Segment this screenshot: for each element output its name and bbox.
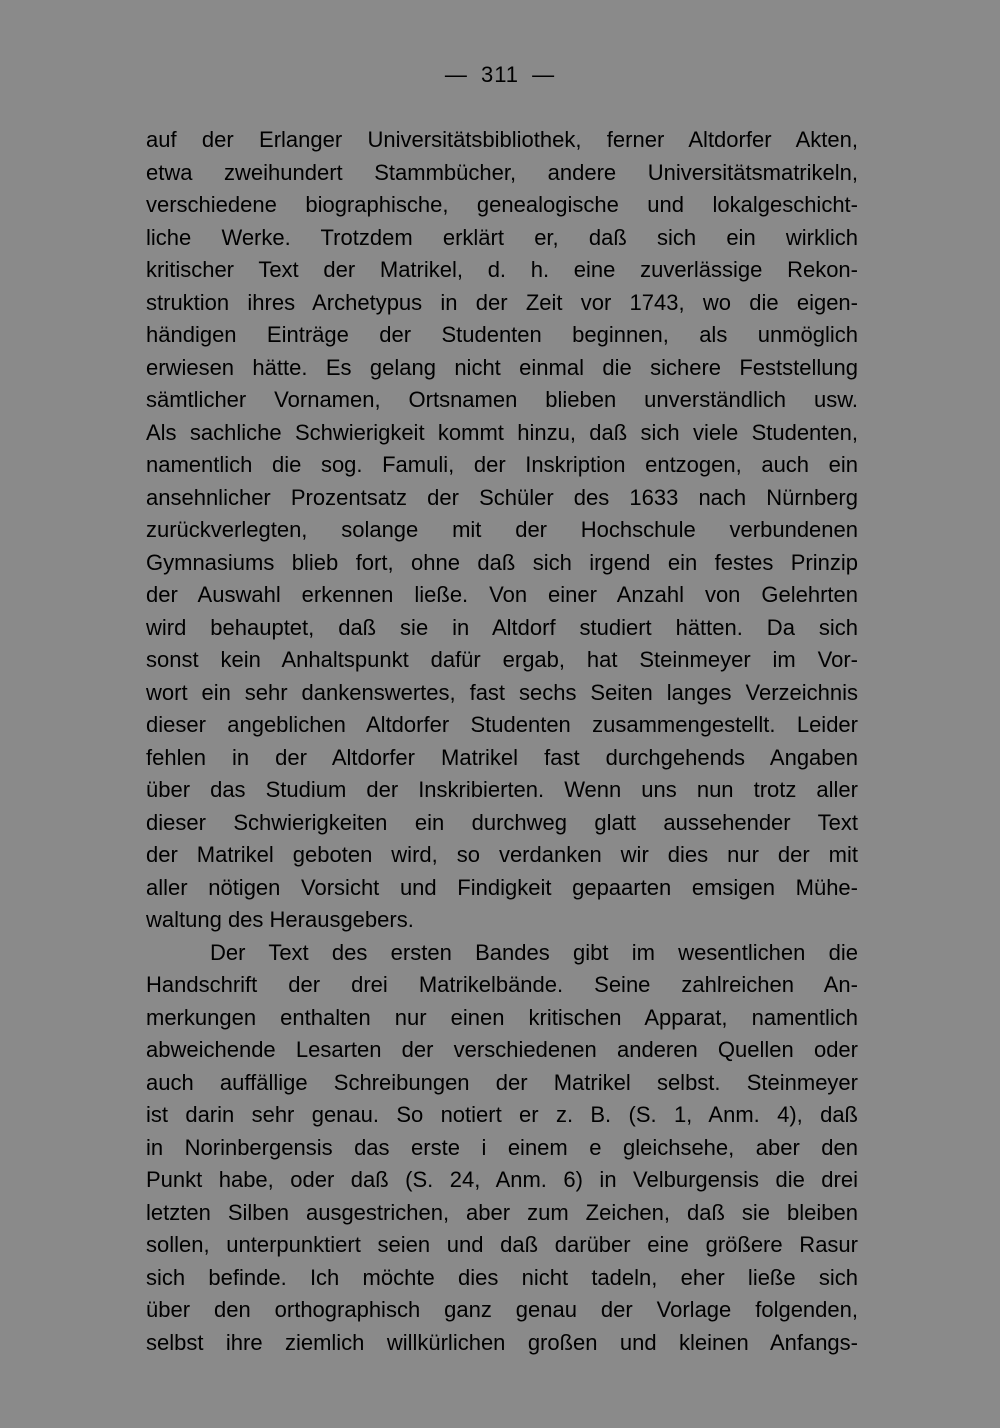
text-line: etwa zweihundert Stammbücher, andere Universitätsmatrikeln,: [146, 159, 858, 185]
text-line: Gymnasiums blieb fort, ohne daß sich irgend ein festes Prinzip: [146, 549, 858, 575]
text-line: sämtlicher Vornamen, Ortsnamen blieben unverständlich usw.: [146, 387, 858, 412]
text-line: fehlen in der Altdorfer Matrikel fast durchgehends Angaben: [146, 744, 858, 770]
text-line: selbst ihre ziemlich willkürlichen großen und kleinen Anfangs-: [146, 1329, 858, 1355]
text-line: namentlich die sog. Famuli, der Inskription entzogen, auch ein: [146, 452, 858, 477]
text-line: erwiesen hätte. Es gelang nicht einmal die sichere Feststellung: [146, 354, 858, 380]
text-line: in Norinbergensis das erste i einem e gleichsehe, aber den: [146, 1134, 858, 1160]
text-line: auf der Erlanger Universitätsbibliothek, ferner Altdorfer Akten,: [146, 127, 858, 152]
text-line: zurückverlegten, solange mit der Hochschule verbundenen: [146, 517, 858, 542]
text-line: merkungen enthalten nur einen kritischen Apparat, namentlich: [146, 1004, 858, 1030]
text-line: sonst kein Anhaltspunkt dafür ergab, hat Steinmeyer im Vor-: [146, 647, 858, 672]
text-line: Der Text des ersten Bandes gibt im wesentlichen die: [210, 939, 858, 965]
text-line: händigen Einträge der Studenten beginnen, als unmöglich: [146, 322, 858, 347]
text-line: über den orthographisch ganz genau der Vorlage folgenden,: [146, 1297, 858, 1322]
text-line: dieser Schwierigkeiten ein durchweg glatt aussehender Text: [146, 809, 858, 835]
text-line: abweichende Lesarten der verschiedenen anderen Quellen oder: [146, 1037, 858, 1062]
text-line: liche Werke. Trotzdem erklärt er, daß sich ein wirklich: [146, 224, 858, 250]
body-text: [146, 124, 858, 1359]
text-line: ist darin sehr genau. So notiert er z. B. (S. 1, Anm. 4), daß: [146, 1102, 858, 1127]
text-line: der Auswahl erkennen ließe. Von einer Anzahl von Gelehrten: [146, 582, 858, 607]
text-line: struktion ihres Archetypus in der Zeit vor 1743, wo die eigen-: [146, 289, 858, 315]
text-line: ansehnlicher Prozentsatz der Schüler des 1633 nach Nürnberg: [146, 484, 858, 510]
text-line: sich befinde. Ich möchte dies nicht tadeln, eher ließe sich: [146, 1264, 858, 1290]
text-line: letzten Silben ausgestrichen, aber zum Zeichen, daß sie bleiben: [146, 1199, 858, 1225]
text-line: Punkt habe, oder daß (S. 24, Anm. 6) in Velburgensis die drei: [146, 1167, 858, 1192]
text-line: auch auffällige Schreibungen der Matrikel selbst. Steinmeyer: [146, 1069, 858, 1095]
text-line: wird behauptet, daß sie in Altdorf studiert hätten. Da sich: [146, 614, 858, 640]
page-number: — 311 —: [444, 62, 556, 87]
text-line: verschiedene biographische, genealogische und lokalgeschicht-: [146, 192, 858, 217]
text-line: der Matrikel geboten wird, so verdanken wir dies nur der mit: [146, 842, 858, 867]
text-line: kritischer Text der Matrikel, d. h. eine zuverlässige Rekon-: [146, 257, 858, 282]
text-line: wort ein sehr dankenswertes, fast sechs Seiten langes Verzeichnis: [146, 679, 858, 705]
text-line: über das Studium der Inskribierten. Wenn uns nun trotz aller: [146, 777, 858, 802]
text-line: sollen, unterpunktiert seien und daß darüber eine größere Rasur: [146, 1232, 858, 1257]
text-line: aller nötigen Vorsicht und Findigkeit gepaarten emsigen Mühe-: [146, 874, 858, 900]
text-line: Als sachliche Schwierigkeit kommt hinzu, daß sich viele Studenten,: [146, 419, 858, 445]
text-line: dieser angeblichen Altdorfer Studenten zusammengestellt. Leider: [146, 712, 858, 737]
text-line: Handschrift der drei Matrikelbände. Seine zahlreichen An-: [146, 972, 858, 997]
text-line: waltung des Herausgebers.: [146, 907, 414, 932]
